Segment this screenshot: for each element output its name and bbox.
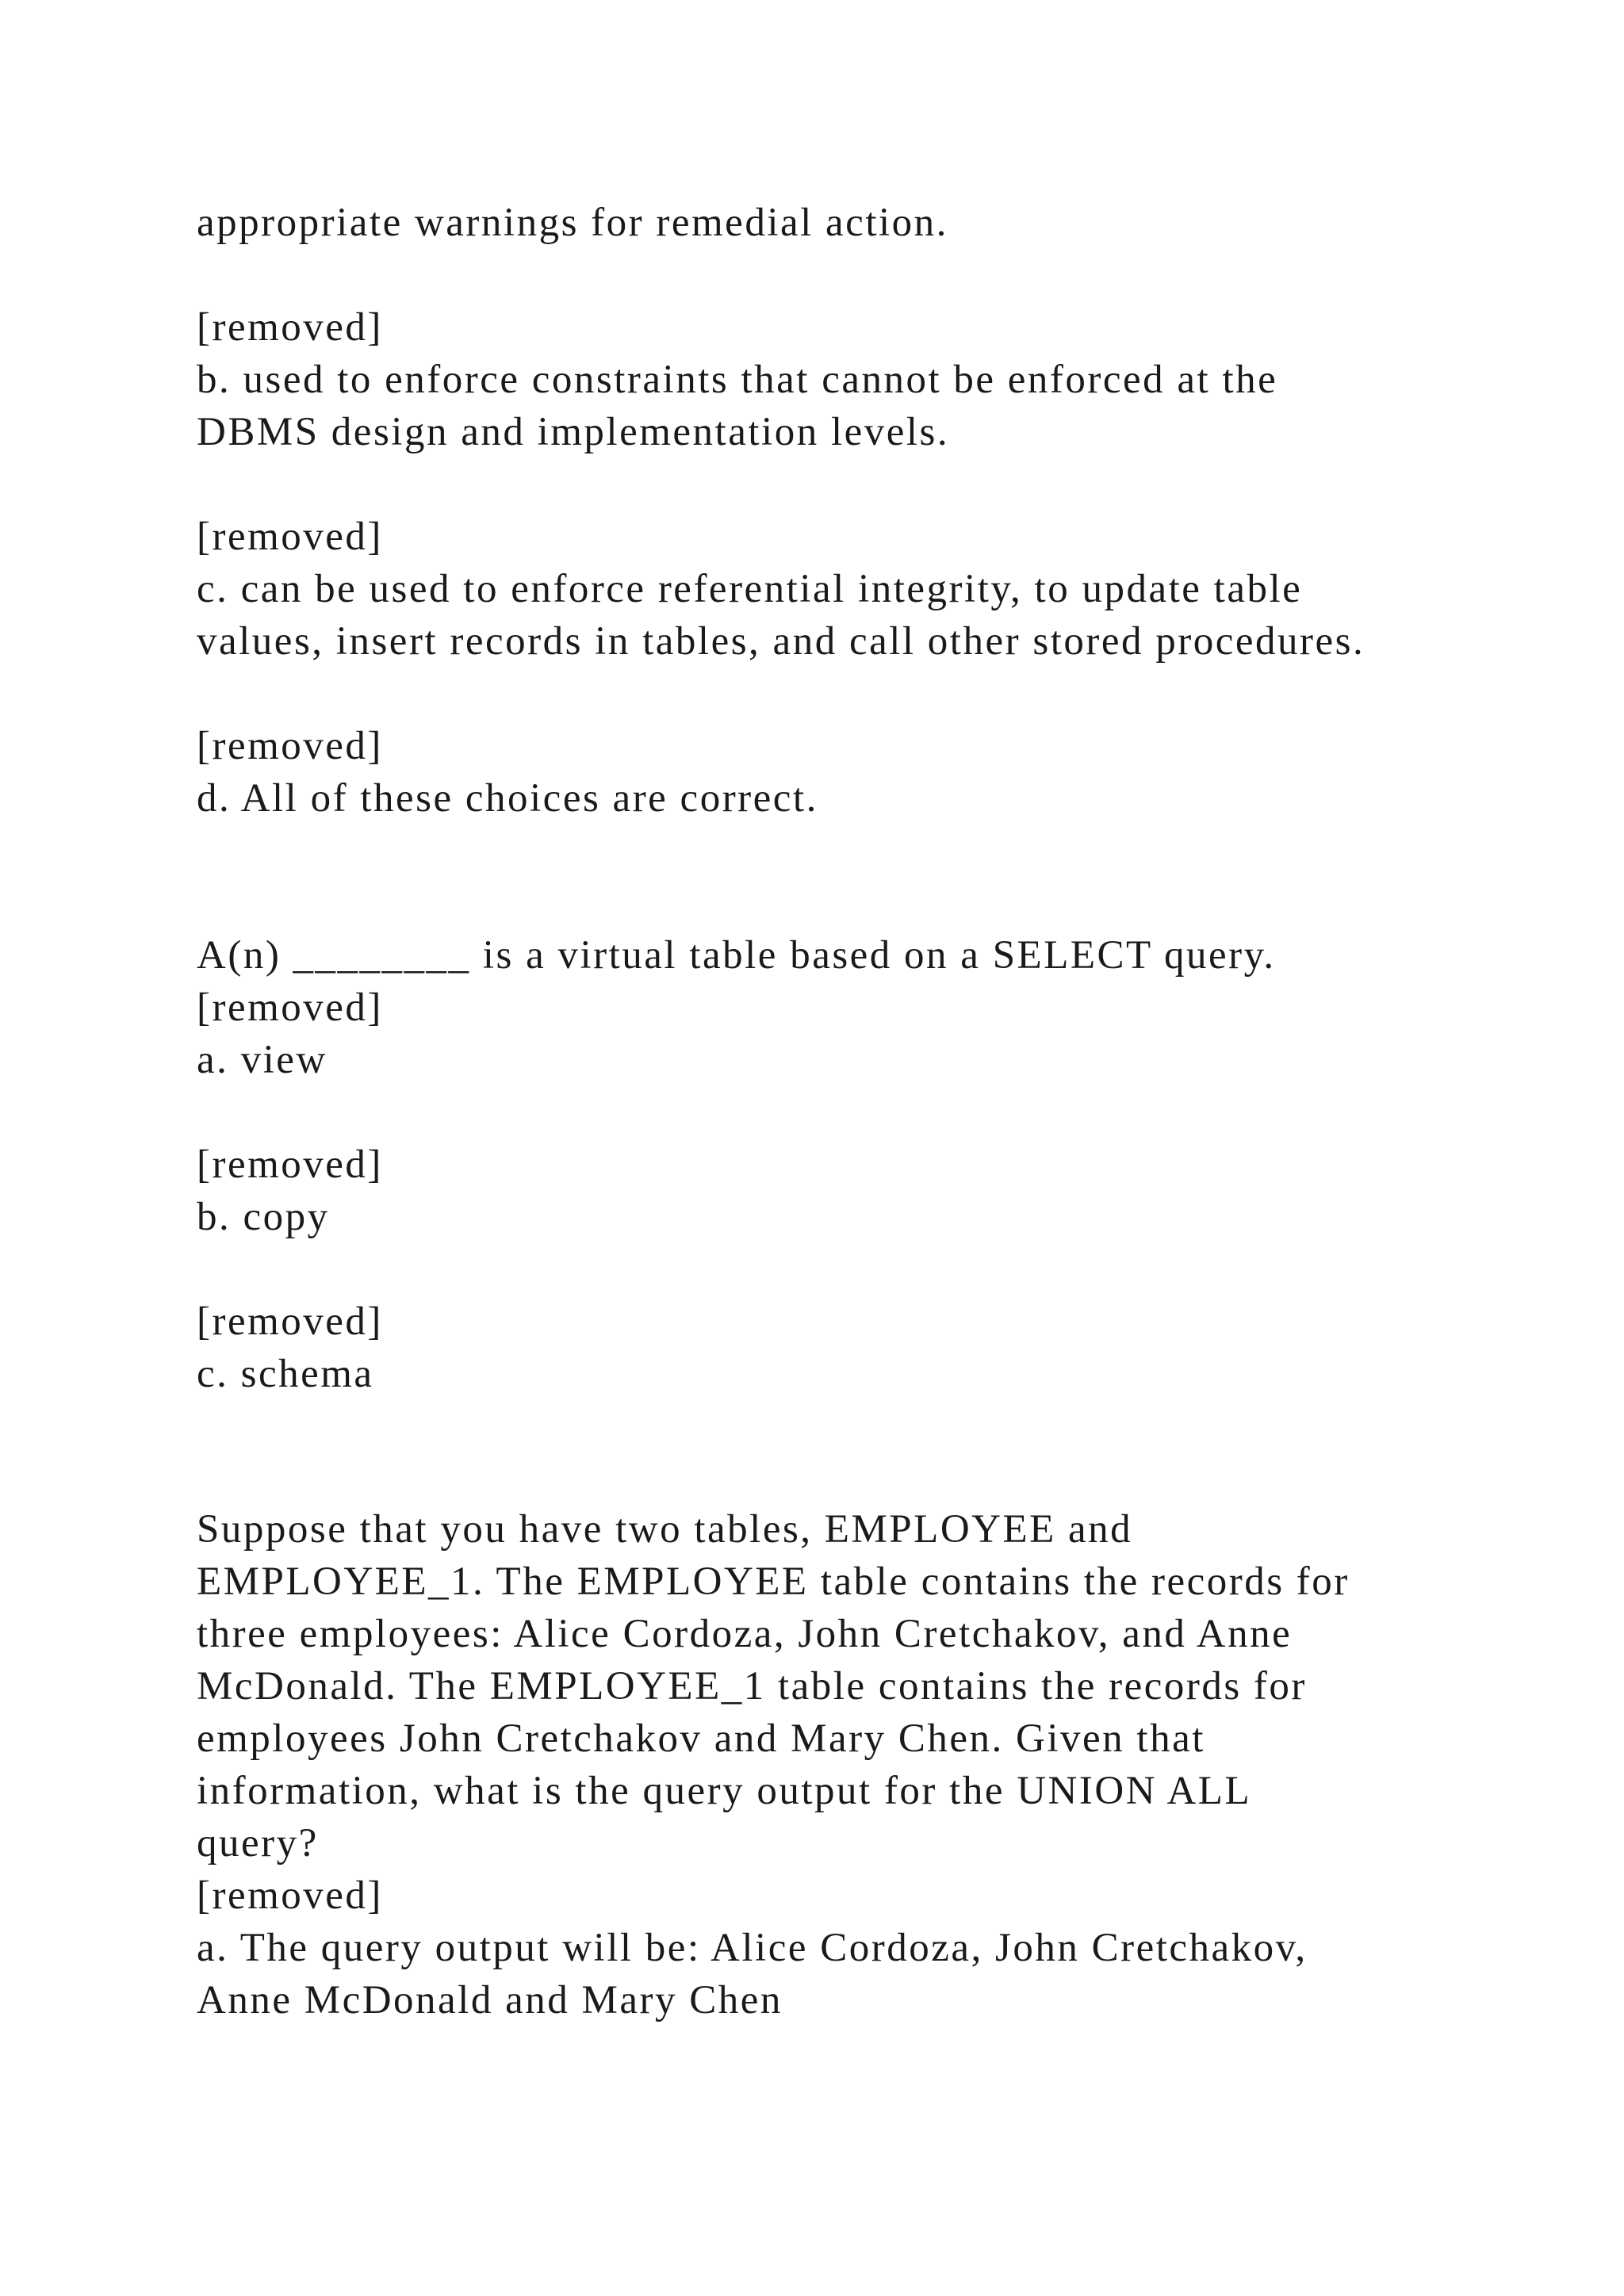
- option-a-line-2: Anne McDonald and Mary Chen: [197, 1978, 783, 2022]
- question-union-prompt-line-5: employees John Cretchakov and Mary Chen. Given that: [197, 1716, 1205, 1761]
- option-a-text: a. view: [197, 1038, 327, 1082]
- question-union-prompt-line-6: information, what is the query output for the UNION ALL: [197, 1769, 1252, 1813]
- removed-marker: [removed]: [197, 1299, 383, 1344]
- question-union-prompt-line-3: three employees: Alice Cordoza, John Cretchakov, and Anne: [197, 1612, 1293, 1656]
- question-union-prompt-line-1: Suppose that you have two tables, EMPLOYEE and: [197, 1507, 1133, 1552]
- removed-marker: [removed]: [197, 985, 383, 1030]
- question-union-prompt-line-7: query?: [197, 1821, 319, 1866]
- option-c-line-2: values, insert records in tables, and call other stored procedures.: [197, 619, 1365, 664]
- option-b-text: b. copy: [197, 1195, 330, 1239]
- option-b-line-2: DBMS design and implementation levels.: [197, 410, 950, 454]
- question-union-prompt-line-2: EMPLOYEE_1. The EMPLOYEE table contains the records for: [197, 1559, 1350, 1604]
- removed-marker: [removed]: [197, 1873, 383, 1918]
- question-view-prompt: A(n) ________ is a virtual table based on a SELECT query.: [197, 933, 1276, 978]
- option-b-line-1: b. used to enforce constraints that cannot be enforced at the: [197, 358, 1278, 402]
- removed-marker: [removed]: [197, 305, 383, 350]
- continuation-tail-text: appropriate warnings for remedial action.: [197, 201, 948, 245]
- removed-marker: [removed]: [197, 724, 383, 768]
- removed-marker: [removed]: [197, 515, 383, 559]
- option-c-text: c. schema: [197, 1352, 374, 1396]
- question-union-prompt-line-4: McDonald. The EMPLOYEE_1 table contains the records for: [197, 1664, 1307, 1709]
- option-d-line-1: d. All of these choices are correct.: [197, 776, 818, 821]
- option-c-line-1: c. can be used to enforce referential integrity, to update table: [197, 567, 1303, 611]
- option-a-line-1: a. The query output will be: Alice Cordoza, John Cretchakov,: [197, 1926, 1308, 1970]
- removed-marker: [removed]: [197, 1142, 383, 1187]
